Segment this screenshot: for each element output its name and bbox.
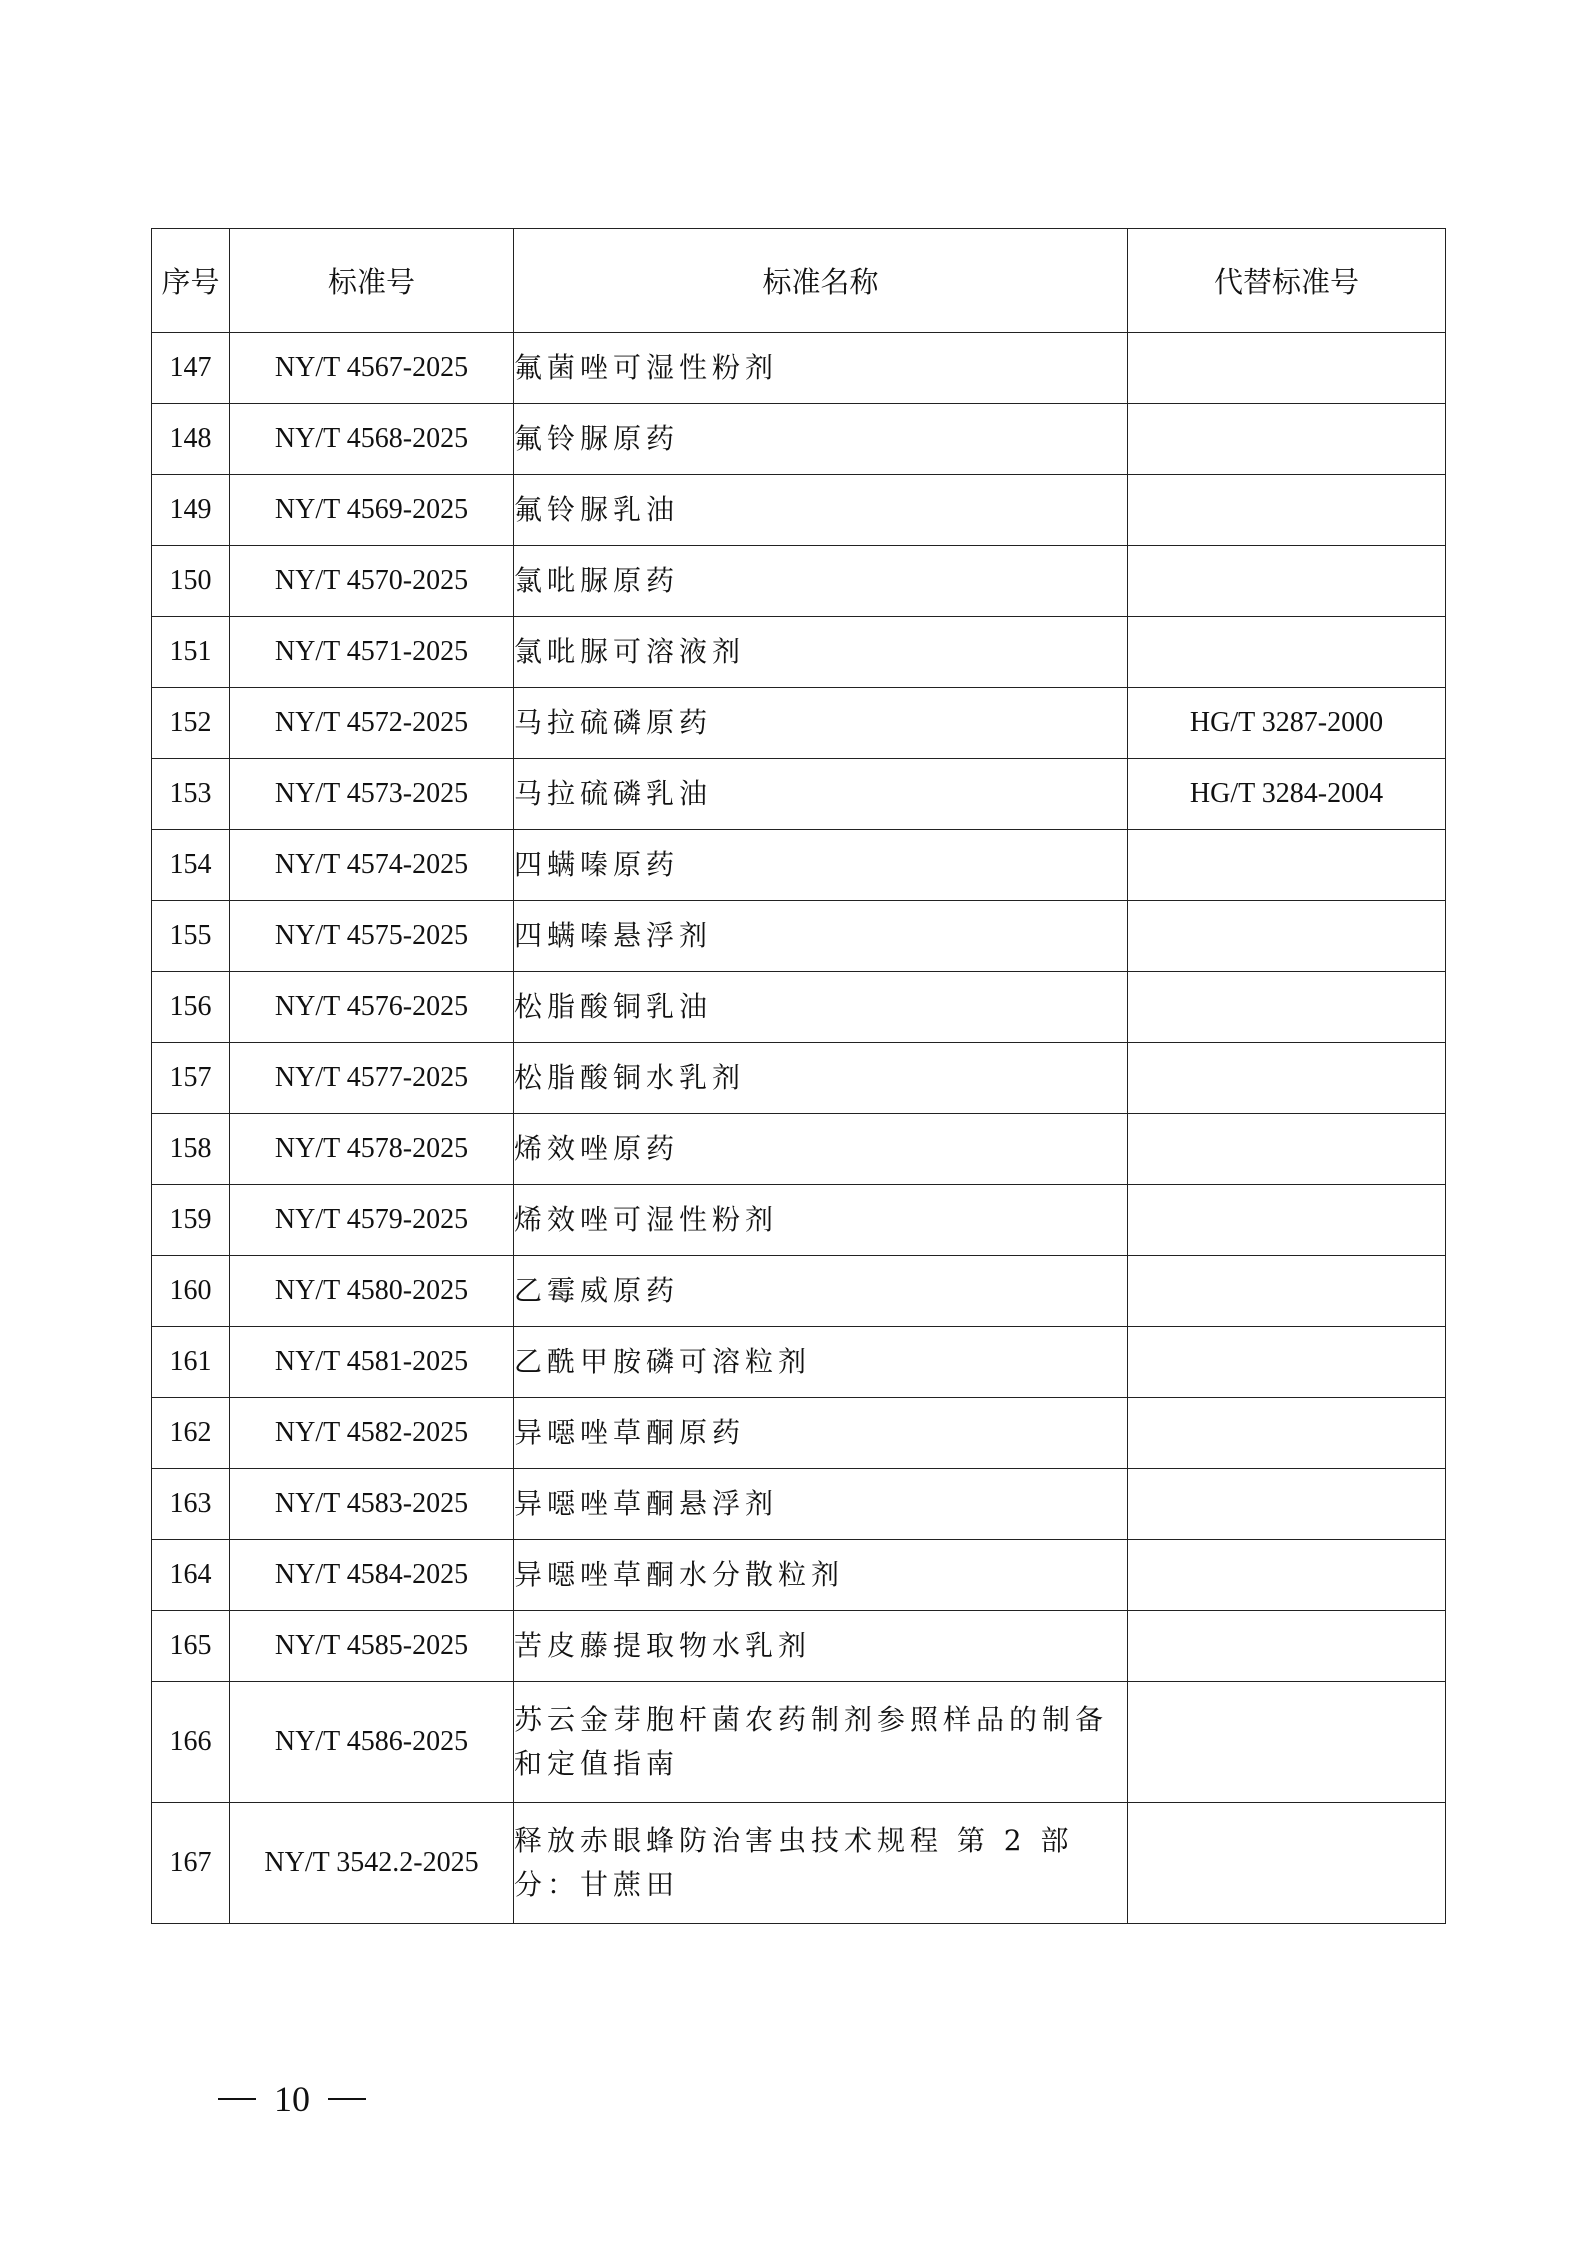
row-standard-code: NY/T 4567-2025 xyxy=(230,333,514,404)
table-row xyxy=(152,546,1446,617)
row-standard-name: 四螨嗪原药 xyxy=(514,830,1128,901)
table-row xyxy=(152,759,1446,830)
row-serial-number: 160 xyxy=(152,1256,230,1327)
row-replaced-standard xyxy=(1128,972,1446,1043)
row-replaced-standard xyxy=(1128,617,1446,688)
row-standard-code: NY/T 4583-2025 xyxy=(230,1469,514,1540)
row-replaced-standard xyxy=(1128,901,1446,972)
table-row xyxy=(152,1398,1446,1469)
row-replaced-standard xyxy=(1128,830,1446,901)
row-standard-name: 松脂酸铜乳油 xyxy=(514,972,1128,1043)
standards-table xyxy=(151,228,1446,1924)
row-replaced-standard xyxy=(1128,1469,1446,1540)
table-row xyxy=(152,688,1446,759)
table-row xyxy=(152,333,1446,404)
table-row xyxy=(152,617,1446,688)
row-standard-name: 马拉硫磷乳油 xyxy=(514,759,1128,830)
row-serial-number: 151 xyxy=(152,617,230,688)
row-standard-code: NY/T 4586-2025 xyxy=(230,1682,514,1803)
row-standard-name: 乙酰甲胺磷可溶粒剂 xyxy=(514,1327,1128,1398)
row-standard-name: 氟菌唑可湿性粉剂 xyxy=(514,333,1128,404)
row-standard-code: NY/T 4584-2025 xyxy=(230,1540,514,1611)
header-replaced-standard: 代替标准号 xyxy=(1128,229,1446,333)
row-standard-name: 烯效唑可湿性粉剂 xyxy=(514,1185,1128,1256)
row-standard-code: NY/T 4577-2025 xyxy=(230,1043,514,1114)
table-row xyxy=(152,1611,1446,1682)
row-standard-name: 苦皮藤提取物水乳剂 xyxy=(514,1611,1128,1682)
footer-right-dash xyxy=(328,2098,366,2100)
row-standard-code: NY/T 4569-2025 xyxy=(230,475,514,546)
row-serial-number: 154 xyxy=(152,830,230,901)
row-replaced-standard xyxy=(1128,1185,1446,1256)
row-replaced-standard xyxy=(1128,1327,1446,1398)
row-serial-number: 164 xyxy=(152,1540,230,1611)
row-serial-number: 158 xyxy=(152,1114,230,1185)
row-replaced-standard xyxy=(1128,1611,1446,1682)
row-standard-code: NY/T 3542.2-2025 xyxy=(230,1803,514,1924)
row-serial-number: 148 xyxy=(152,404,230,475)
row-standard-code: NY/T 4575-2025 xyxy=(230,901,514,972)
table-row xyxy=(152,1114,1446,1185)
row-serial-number: 153 xyxy=(152,759,230,830)
row-standard-name: 释放赤眼蜂防治害虫技术规程 第 2 部分：甘蔗田 xyxy=(514,1803,1128,1924)
table-row xyxy=(152,1185,1446,1256)
table-row xyxy=(152,830,1446,901)
row-serial-number: 163 xyxy=(152,1469,230,1540)
row-standard-code: NY/T 4572-2025 xyxy=(230,688,514,759)
table-row xyxy=(152,475,1446,546)
row-standard-name: 氯吡脲可溶液剂 xyxy=(514,617,1128,688)
row-serial-number: 167 xyxy=(152,1803,230,1924)
footer-left-dash xyxy=(218,2098,256,2100)
row-serial-number: 162 xyxy=(152,1398,230,1469)
row-serial-number: 149 xyxy=(152,475,230,546)
row-serial-number: 159 xyxy=(152,1185,230,1256)
row-serial-number: 156 xyxy=(152,972,230,1043)
row-standard-code: NY/T 4578-2025 xyxy=(230,1114,514,1185)
row-replaced-standard xyxy=(1128,1398,1446,1469)
table-row xyxy=(152,404,1446,475)
header-standard-code: 标准号 xyxy=(230,229,514,333)
header-standard-name: 标准名称 xyxy=(514,229,1128,333)
row-replaced-standard xyxy=(1128,546,1446,617)
table-row xyxy=(152,1327,1446,1398)
row-replaced-standard xyxy=(1128,404,1446,475)
row-standard-code: NY/T 4568-2025 xyxy=(230,404,514,475)
table-row xyxy=(152,901,1446,972)
row-standard-code: NY/T 4582-2025 xyxy=(230,1398,514,1469)
row-standard-name: 氟铃脲乳油 xyxy=(514,475,1128,546)
row-standard-name: 乙霉威原药 xyxy=(514,1256,1128,1327)
row-standard-code: NY/T 4585-2025 xyxy=(230,1611,514,1682)
table-row xyxy=(152,1469,1446,1540)
table-row xyxy=(152,972,1446,1043)
table-row xyxy=(152,1682,1446,1803)
row-standard-name: 烯效唑原药 xyxy=(514,1114,1128,1185)
row-replaced-standard xyxy=(1128,1114,1446,1185)
row-standard-name: 松脂酸铜水乳剂 xyxy=(514,1043,1128,1114)
row-serial-number: 152 xyxy=(152,688,230,759)
row-standard-name: 异噁唑草酮原药 xyxy=(514,1398,1128,1469)
row-serial-number: 155 xyxy=(152,901,230,972)
page-number: 10 xyxy=(274,2079,310,2119)
row-standard-code: NY/T 4579-2025 xyxy=(230,1185,514,1256)
row-standard-code: NY/T 4580-2025 xyxy=(230,1256,514,1327)
row-replaced-standard xyxy=(1128,1803,1446,1924)
row-serial-number: 161 xyxy=(152,1327,230,1398)
row-standard-name: 马拉硫磷原药 xyxy=(514,688,1128,759)
row-standard-code: NY/T 4576-2025 xyxy=(230,972,514,1043)
row-serial-number: 165 xyxy=(152,1611,230,1682)
row-standard-name: 氟铃脲原药 xyxy=(514,404,1128,475)
row-replaced-standard xyxy=(1128,1043,1446,1114)
row-replaced-standard: HG/T 3287-2000 xyxy=(1128,688,1446,759)
row-standard-code: NY/T 4574-2025 xyxy=(230,830,514,901)
row-replaced-standard xyxy=(1128,333,1446,404)
row-standard-code: NY/T 4581-2025 xyxy=(230,1327,514,1398)
row-standard-name: 苏云金芽胞杆菌农药制剂参照样品的制备和定值指南 xyxy=(514,1682,1128,1803)
row-replaced-standard: HG/T 3284-2004 xyxy=(1128,759,1446,830)
table-row xyxy=(152,1803,1446,1924)
row-standard-name: 异噁唑草酮水分散粒剂 xyxy=(514,1540,1128,1611)
page-footer xyxy=(218,2078,366,2120)
row-replaced-standard xyxy=(1128,1682,1446,1803)
row-standard-code: NY/T 4573-2025 xyxy=(230,759,514,830)
row-serial-number: 150 xyxy=(152,546,230,617)
row-replaced-standard xyxy=(1128,475,1446,546)
row-standard-code: NY/T 4571-2025 xyxy=(230,617,514,688)
row-standard-name: 异噁唑草酮悬浮剂 xyxy=(514,1469,1128,1540)
row-standard-name: 四螨嗪悬浮剂 xyxy=(514,901,1128,972)
row-serial-number: 147 xyxy=(152,333,230,404)
row-serial-number: 157 xyxy=(152,1043,230,1114)
row-standard-name: 氯吡脲原药 xyxy=(514,546,1128,617)
table-row xyxy=(152,1043,1446,1114)
row-replaced-standard xyxy=(1128,1540,1446,1611)
header-serial-number: 序号 xyxy=(152,229,230,333)
table-row xyxy=(152,1540,1446,1611)
row-standard-code: NY/T 4570-2025 xyxy=(230,546,514,617)
row-replaced-standard xyxy=(1128,1256,1446,1327)
row-serial-number: 166 xyxy=(152,1682,230,1803)
table-header-row xyxy=(152,229,1446,333)
table-row xyxy=(152,1256,1446,1327)
